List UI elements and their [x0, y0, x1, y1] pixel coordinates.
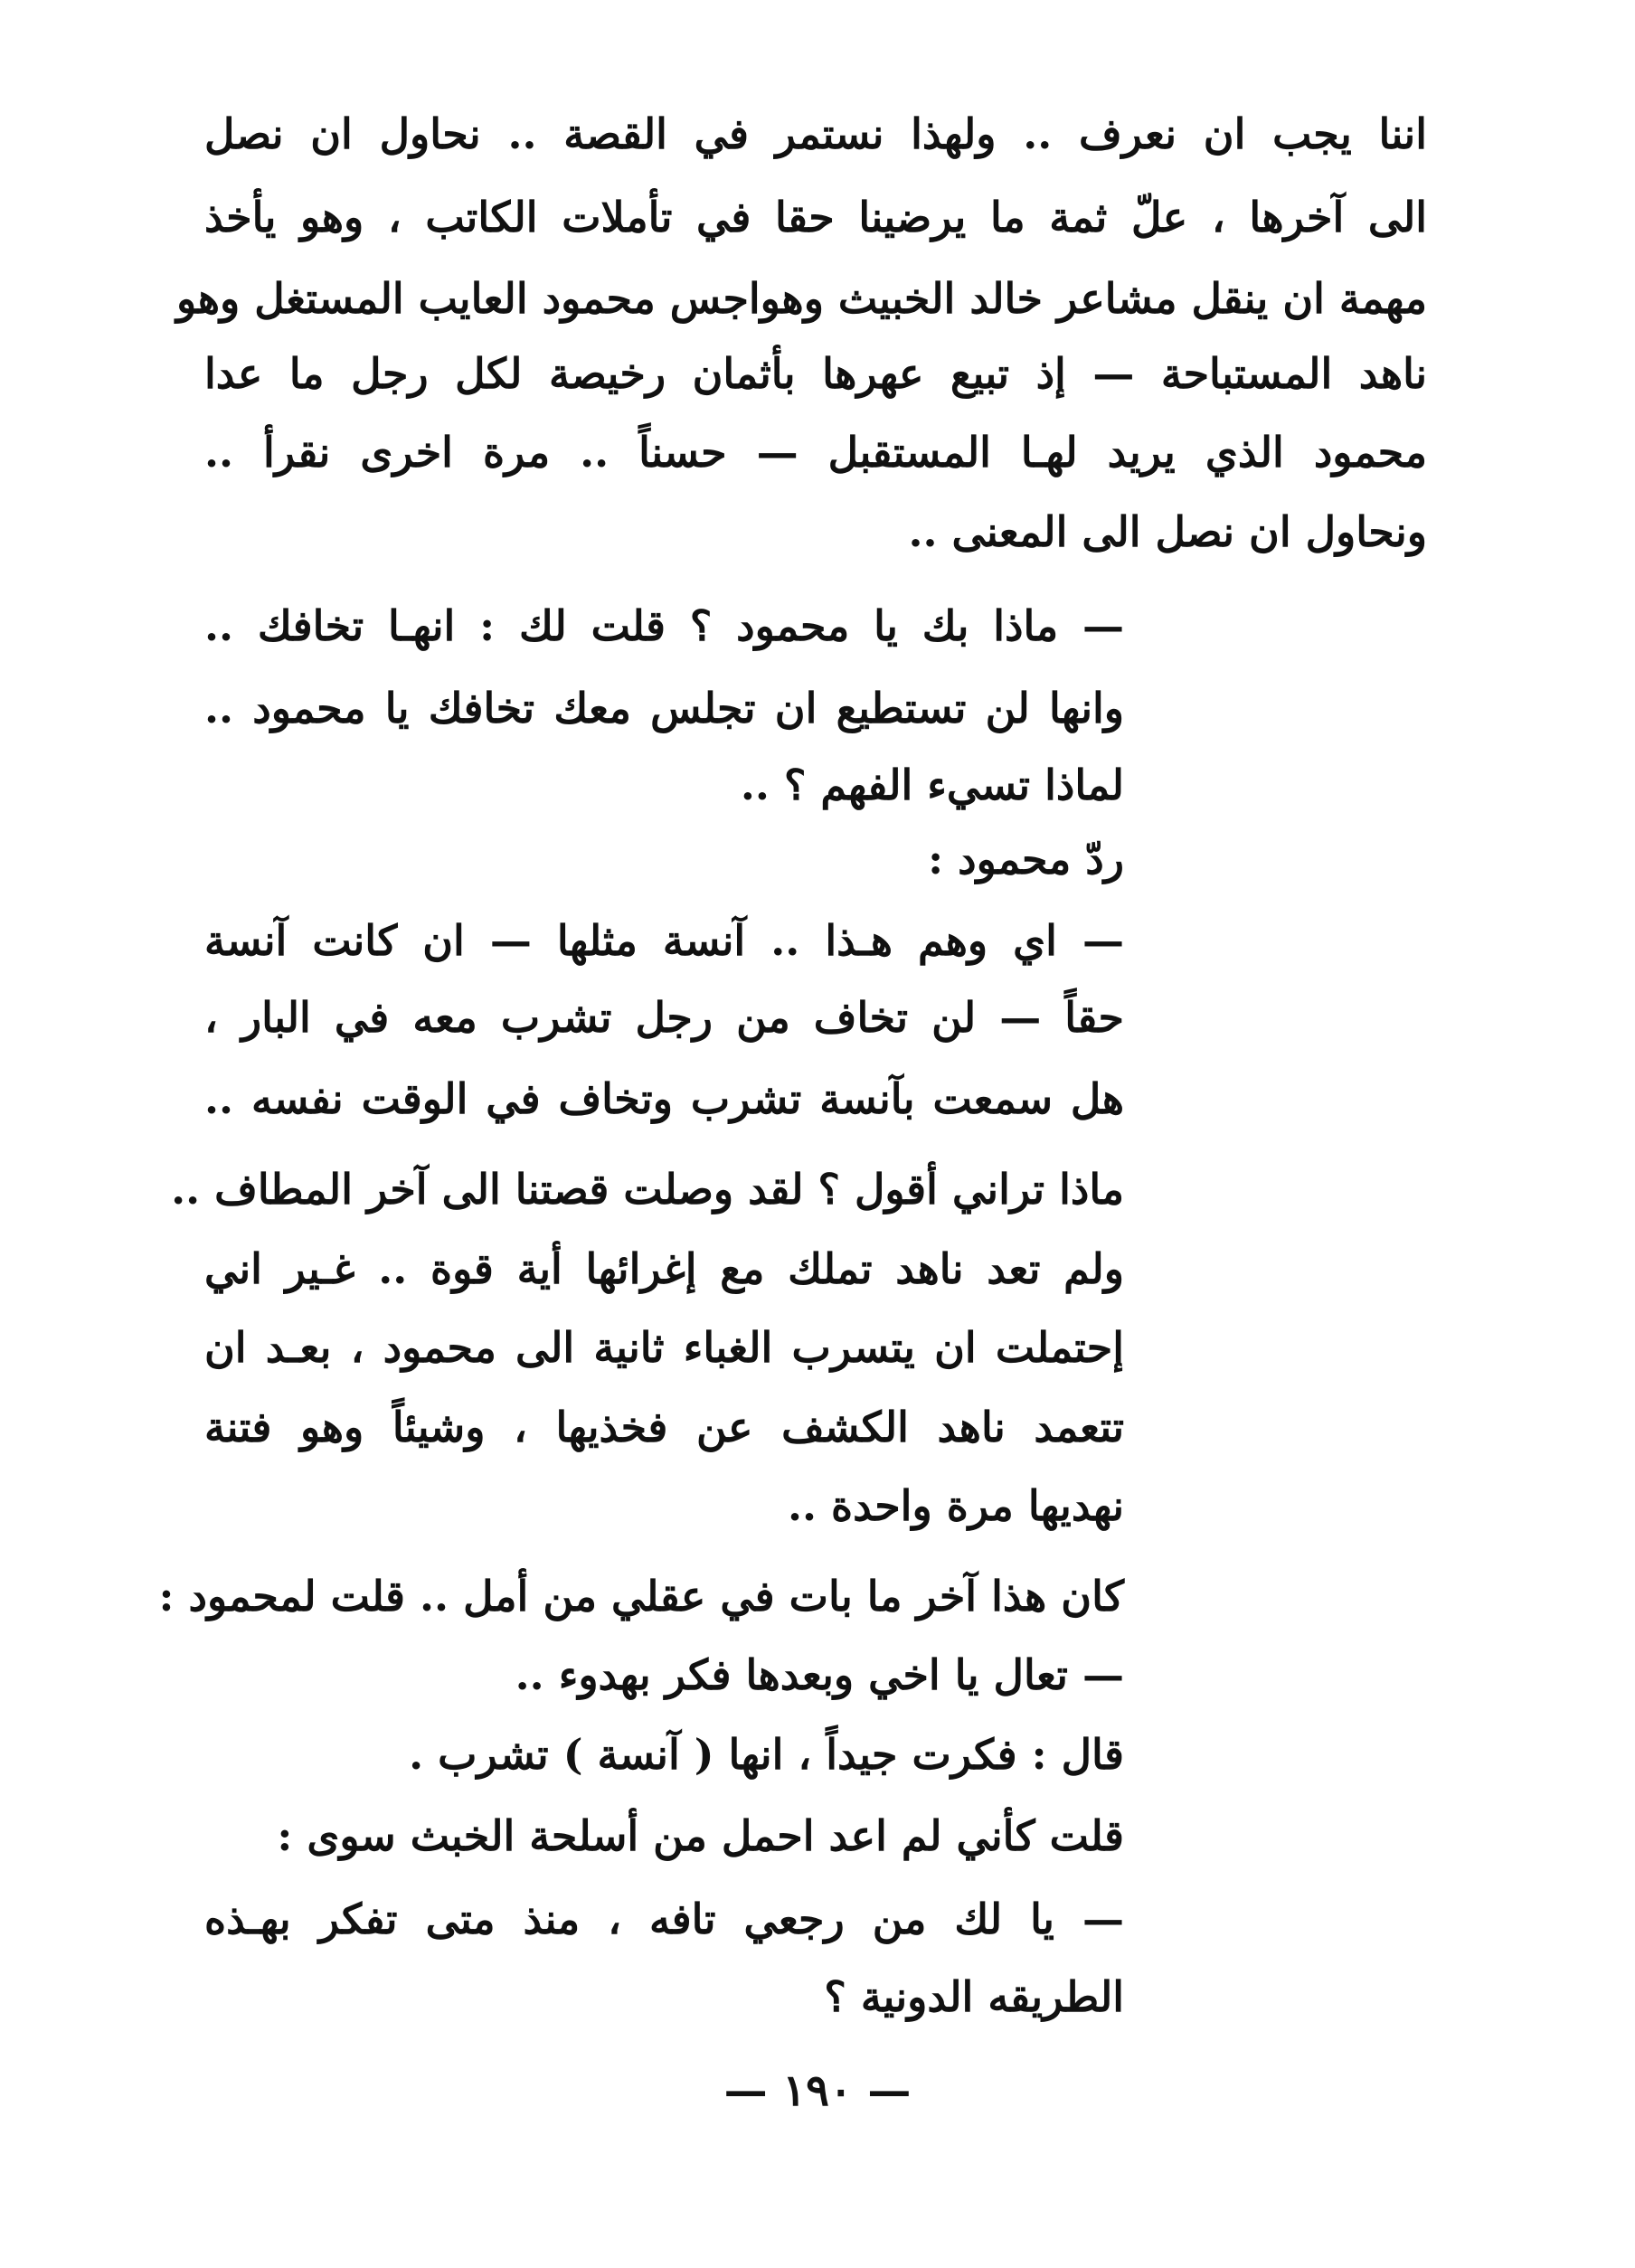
- dialogue-line: — تعال يا اخي وبعدها فكر بهدوء ..: [515, 1650, 1124, 1699]
- text-line: ماذا تراني أقول ؟ لقد وصلت قصتنا الى آخر المطاف ..: [171, 1165, 1124, 1214]
- text-line: تتعمد ناهد الكشف عن فخذيها ، وشيئاً وهو فتنة: [204, 1403, 1124, 1451]
- text-line: اننا يجب ان نعرف .. ولهذا نستمر في القصة .. نحاول ان نصل: [204, 109, 1427, 158]
- text-line: ناهد المستباحة — إذ تبيع عهرها بأثمان رخيصة لكل رجل ما عدا: [204, 349, 1427, 398]
- text-line: ونحاول ان نصل الى المعنى ..: [908, 507, 1427, 556]
- text-line: الى آخرها ، علّ ثمة ما يرضينا حقا في تأملات الكاتب ، وهو يأخذ: [204, 193, 1427, 241]
- text-line: قلت كأني لم اعد احمل من أسلحة الخبث سوى :: [277, 1811, 1124, 1860]
- text-line: ولم تعد ناهد تملك مع إغرائها أية قوة .. غـير اني: [204, 1244, 1124, 1293]
- dialogue-line: حقاً — لن تخاف من رجل تشرب معه في البار ،: [204, 993, 1124, 1042]
- dialogue-line: وانها لن تستطيع ان تجلس معك تخافك يا محمود ..: [204, 684, 1124, 732]
- dialogue-line: هل سمعت بآنسة تشرب وتخاف في الوقت نفسه ..: [204, 1074, 1124, 1123]
- text-line: كان هذا آخر ما بات في عقلي من أمل .. قلت لمحمود :: [158, 1572, 1124, 1621]
- page-number: — ١٩٠ —: [723, 2065, 912, 2116]
- text-line: إحتملت ان يتسرب الغباء ثانية الى محمود ، بعـد ان: [204, 1323, 1124, 1372]
- dialogue-line: — ماذا بك يا محمود ؟ قلت لك : انهـا تخافك ..: [204, 601, 1124, 650]
- text-line: مهمة ان ينقل مشاعر خالد الخبيث وهواجس محمود العايب المستغل وهو: [176, 274, 1427, 323]
- text-line: نهديها مرة واحدة ..: [787, 1481, 1124, 1530]
- dialogue-line: — يا لك من رجعي تافه ، منذ متى تفكر بهـذه: [204, 1895, 1124, 1943]
- text-line: محمود الذي يريد لهـا المستقبل — حسناً .. مرة اخرى نقرأ ..: [204, 428, 1427, 477]
- text-line: قال : فكرت جيداً ، انها ( آنسة ) تشرب .: [409, 1730, 1124, 1779]
- dialogue-line: — اي وهم هـذا .. آنسة مثلها — ان كانت آنسة: [204, 916, 1124, 965]
- dialogue-line: ردّ محمود :: [928, 835, 1124, 884]
- dialogue-line: لماذا تسيء الفهم ؟ ..: [740, 761, 1124, 809]
- dialogue-line: الطريقه الدونية ؟: [824, 1972, 1124, 2021]
